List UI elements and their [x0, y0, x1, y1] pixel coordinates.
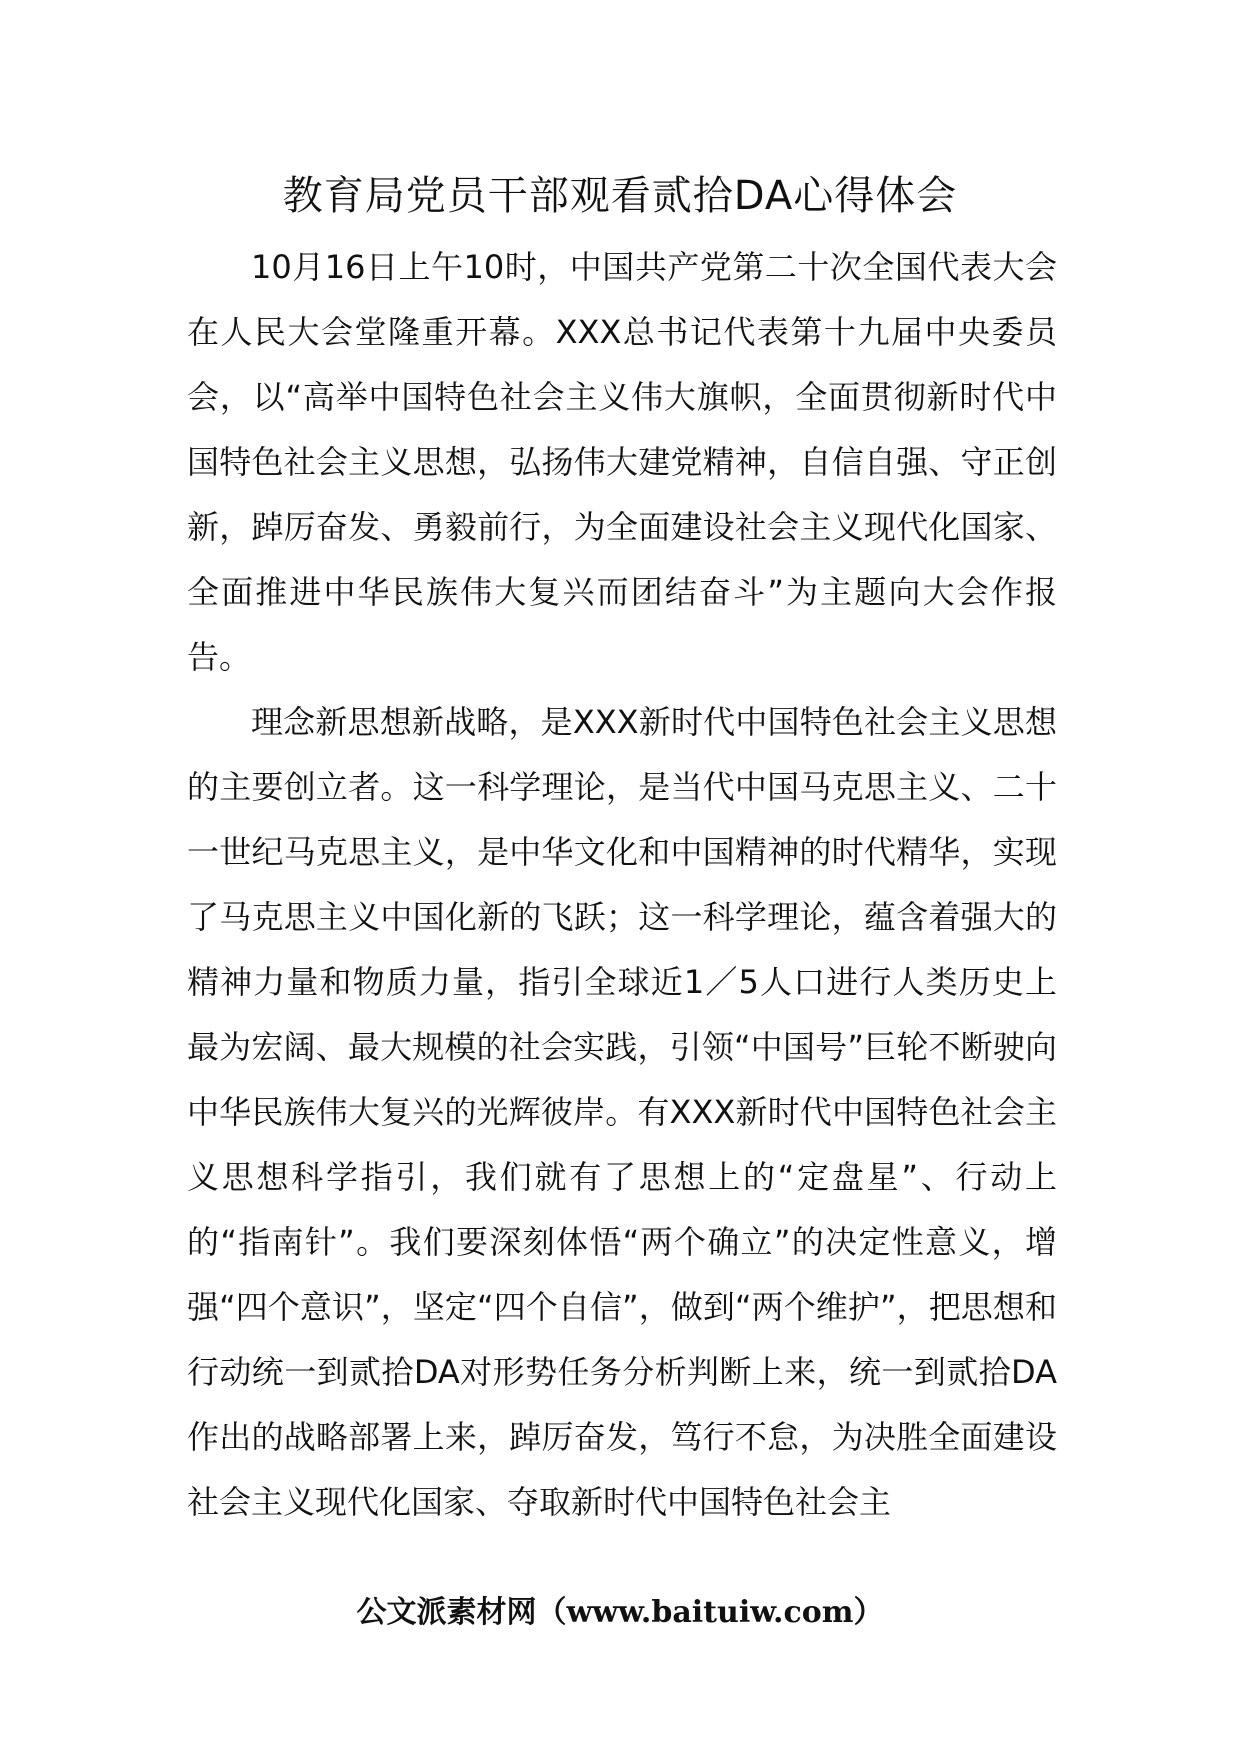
paragraph-2: 理念新思想新战略，是XXX新时代中国特色社会主义思想的主要创立者。这一科学理论，是当代中国马克思主义、二十一世纪马克思主义，是中华文化和中国精神的时代精华，实现了马克思主义中国化新的飞跃；这一科学理论，蕴含着强大的精神力量和物质力量，指引全球近1／5人口进行人类历史上最为宏阔、最大规模的社会实践，引领“中国号”巨轮不断驶向中华民族伟大复兴的光辉彼岸。有XXX新时代中国特色社会主义思想科学指引，我们就有了思想上的“定盘星”、行动上的“指南针”。我们要深刻体悟“两个确立”的决定性意义，增强“四个意识”，坚定“四个自信”，做到“两个维护”，把思想和行动统一到贰拾DA对形势任务分析判断上来，统一到贰拾DA作出的战略部署上来，踔厉奋发，笃行不怠，为决胜全面建设社会主义现代化国家、夺取新时代中国特色社会主 [187, 703, 1057, 1521]
footer-watermark: 公文派素材网（www.baituiw.com） [356, 1595, 884, 1630]
document-title: 教育局党员干部观看贰拾DA心得体会 [282, 173, 958, 219]
paragraph-1: 10月16日上午10时，中国共产党第二十次全国代表大会在人民大会堂隆重开幕。XXX总书记代表第十九届中央委员会，以“高举中国特色社会主义伟大旗帜，全面贯彻新时代中国特色社会主义思想，弘扬伟大建党精神，自信自强、守正创新，踔厉奋发、勇毅前行，为全面建设社会主义现代化国家、全面推进中华民族伟大复兴而团结奋斗”为主题向大会作报告。 [187, 248, 1057, 676]
document-body [187, 235, 1057, 1535]
